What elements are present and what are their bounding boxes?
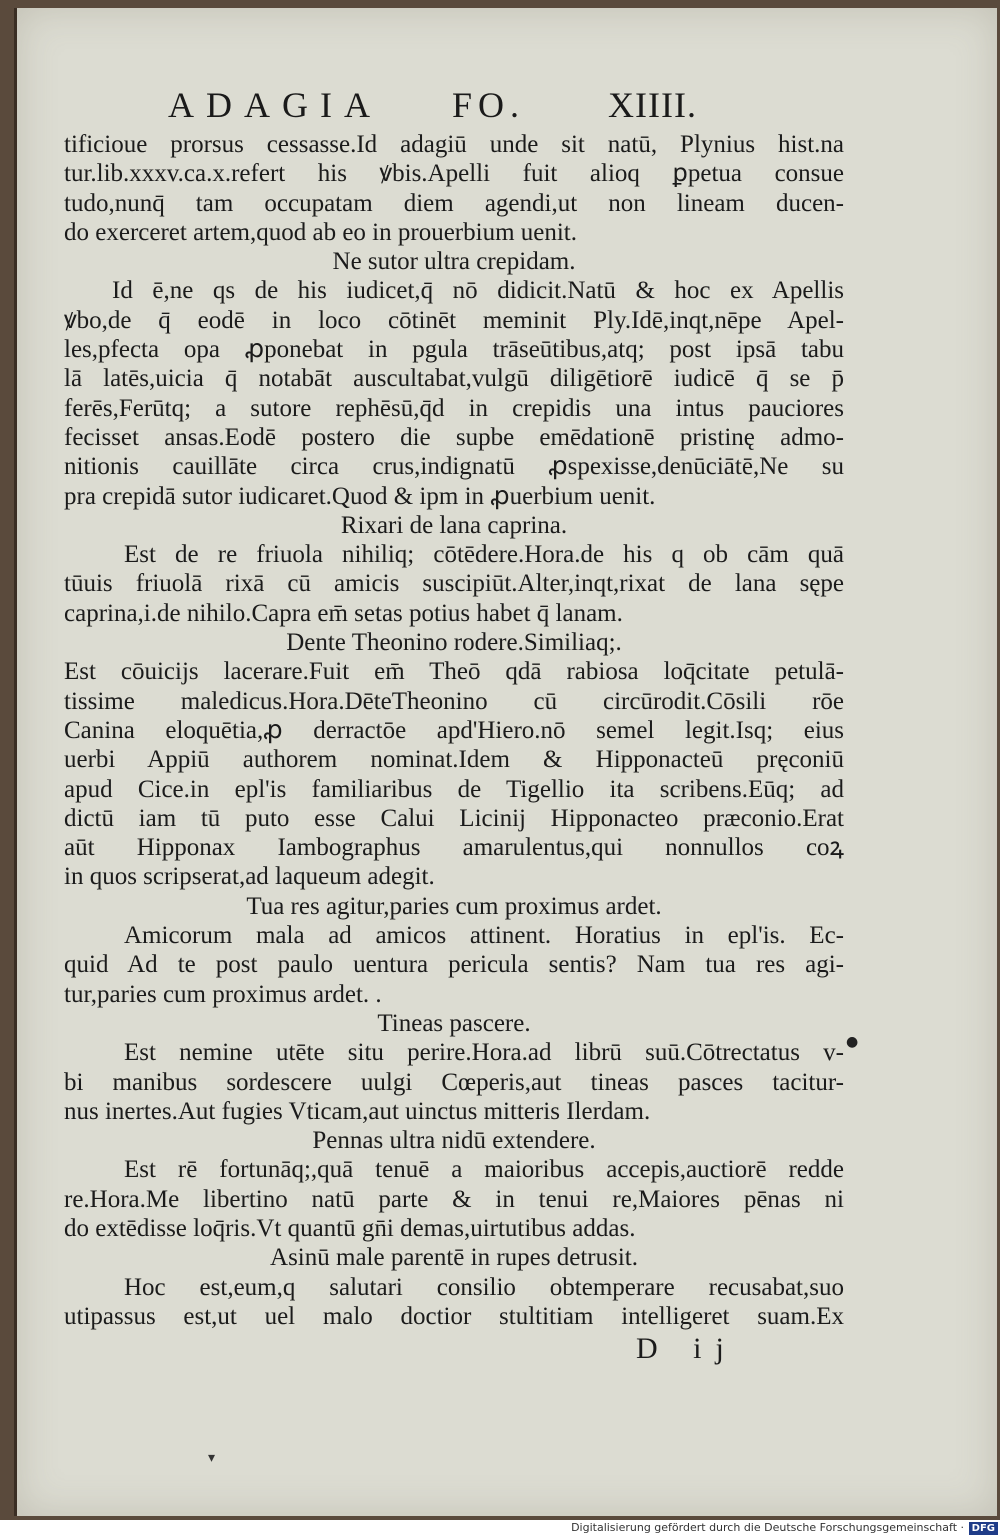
text-line: quid Ad te post paulo uentura pericula sentis? Nam tua res agi- [64, 951, 844, 979]
dfg-logo-icon: DFG [969, 1522, 998, 1535]
text-line: Est de re friuola nihiliq; cōtēdere.Hora.de his q ob cām quā [124, 541, 844, 569]
body-text [64, 130, 844, 1331]
adage-heading: Ne sutor ultra crepidam. [332, 248, 576, 276]
signature-mark: D ij [636, 1332, 738, 1365]
header-folio-label: FO. [452, 85, 526, 125]
text-line: re.Hora.Me libertino natū parte & in tenui re,Maiores pēnas ni [64, 1185, 844, 1213]
text-line: ferēs,Ferūtq; a sutore rephēsū,q̄d in crepidis una intus pauciores [64, 394, 844, 422]
text-line: Amicorum mala ad amicos attinent. Horatius in epl'is. Ec- [124, 922, 844, 950]
text-line: tissime maledicus.Hora.DēteTheonino cū circūrodit.Cōsili rōe [64, 687, 844, 715]
text-line: les,pfecta opa ꝓponebat in pgula trāseūtibus,atq; post ipsā tabu [64, 336, 844, 364]
text-line: apud Cice.in epl'is familiaribus de Tigellio ita scribens.Eūq; ad [64, 775, 844, 803]
adage-heading: Dente Theonino rodere.Similiaq;. [286, 629, 622, 657]
footer-credit: Digitalisierung gefördert durch die Deutsche Forschungsgemeinschaft · [571, 1521, 964, 1534]
adage-heading: Asinū male parentē in rupes detrusit. [270, 1244, 638, 1272]
text-line: ꝟbo,de q̄ eodē in loco cōtinēt meminit Ply.Idē,inqt,nēpe Apel- [64, 306, 844, 334]
margin-speck-icon: ● [846, 1034, 859, 1050]
text-line: Canina eloquētia,ꝓ derractōe apd'Hiero.nō semel legit.Isq; eius [64, 716, 844, 744]
header-folio-number: XIIII. [608, 85, 697, 125]
adage-heading: Pennas ultra nidū extendere. [312, 1127, 596, 1155]
text-line: tificioue prorsus cessasse.Id adagiū unde sit natū, Plynius hist.na [64, 131, 844, 158]
text-line: dictū iam tū puto esse Calui Licinij Hipponacteo præconio.Erat [64, 804, 844, 832]
text-line: Id ē,ne qs de his iudicet,q̄ nō didicit.Natū & hoc ex Apellis [112, 277, 844, 305]
header-title: ADAGIA [168, 85, 382, 125]
text-line: nus inertes.Aut fugies Vticam,aut uinctus mitteris Ilerdam. [64, 1097, 651, 1125]
text-line: nitionis cauillāte circa crus,indignatū ꝓspexisse,denūciātē,Ne su [64, 453, 844, 481]
text-line: bi manibus sordescere uulgi Cœperis,aut tineas pasces tacitur- [64, 1068, 844, 1096]
text-line: tūuis friuolā rixā cū amicis suscipiūt.Alter,inqt,rixat de lana sępe [64, 570, 844, 598]
text-line: fecisset ansas.Eodē postero die supbe emēdationē pristinę admo- [64, 423, 844, 451]
text-line: Hoc est,eum,q salutari consilio obtemperare recusabat,suo [124, 1273, 844, 1301]
digitization-footer [0, 1520, 1000, 1538]
adage-heading: Tua res agitur,paries cum proximus ardet. [246, 892, 662, 920]
text-line: utipassus est,ut uel malo doctior stultitiam intelligeret suam.Ex [64, 1302, 844, 1330]
text-line: Est cōuicijs lacerare.Fuit em̄ Theō qdā rabiosa loq̄citate petulā- [64, 658, 844, 686]
running-header [140, 84, 840, 132]
text-line: do extēdisse loq̄ris.Vt quantū gn̄i demas,uirtutibus addas. [64, 1214, 636, 1242]
text-line: tur,paries cum proximus ardet. . [64, 980, 382, 1008]
text-line: pra crepidā sutor iudicaret.Quod & ipm in ꝓuerbium uenit. [64, 482, 656, 510]
text-line: Est nemine utēte situ perire.Hora.ad librū suū.Cōtrectatus v- [124, 1039, 844, 1067]
ink-speck-icon: ▾ [208, 1450, 216, 1466]
text-line: Est rē fortunāq;,quā tenuē a maioribus accepis,auctiorē redde [124, 1156, 844, 1184]
text-line: uerbi Appiū authorem nominat.Idem & Hipponacteū pręconiū [64, 746, 844, 774]
text-line: tudo,nunq̄ tam occupatam diem agendi,ut non lineam ducen- [64, 189, 844, 217]
adage-heading: Tineas pascere. [377, 1009, 531, 1037]
text-line: in quos scripserat,ad laqueum adegit. [64, 863, 435, 891]
text-line: aūt Hipponax Iambographus amarulentus,qui nonnullos coꝝ [64, 834, 844, 862]
text-line: do exerceret artem,quod ab eo in prouerbium uenit. [64, 218, 578, 246]
text-line: caprina,i.de nihilo.Capra em̄ setas potius habet q̄ lanam. [64, 599, 623, 627]
adage-heading: Rixari de lana caprina. [340, 511, 568, 539]
text-line: tur.lib.xxxv.ca.x.refert his ꝟbis.Apelli fuit alioq ꝑpetua consue [64, 160, 844, 188]
text-line: lā latēs,uicia q̄ notabāt auscultabat,vulgū diligētiorē iudicē q̄ se p̄ [64, 365, 844, 393]
